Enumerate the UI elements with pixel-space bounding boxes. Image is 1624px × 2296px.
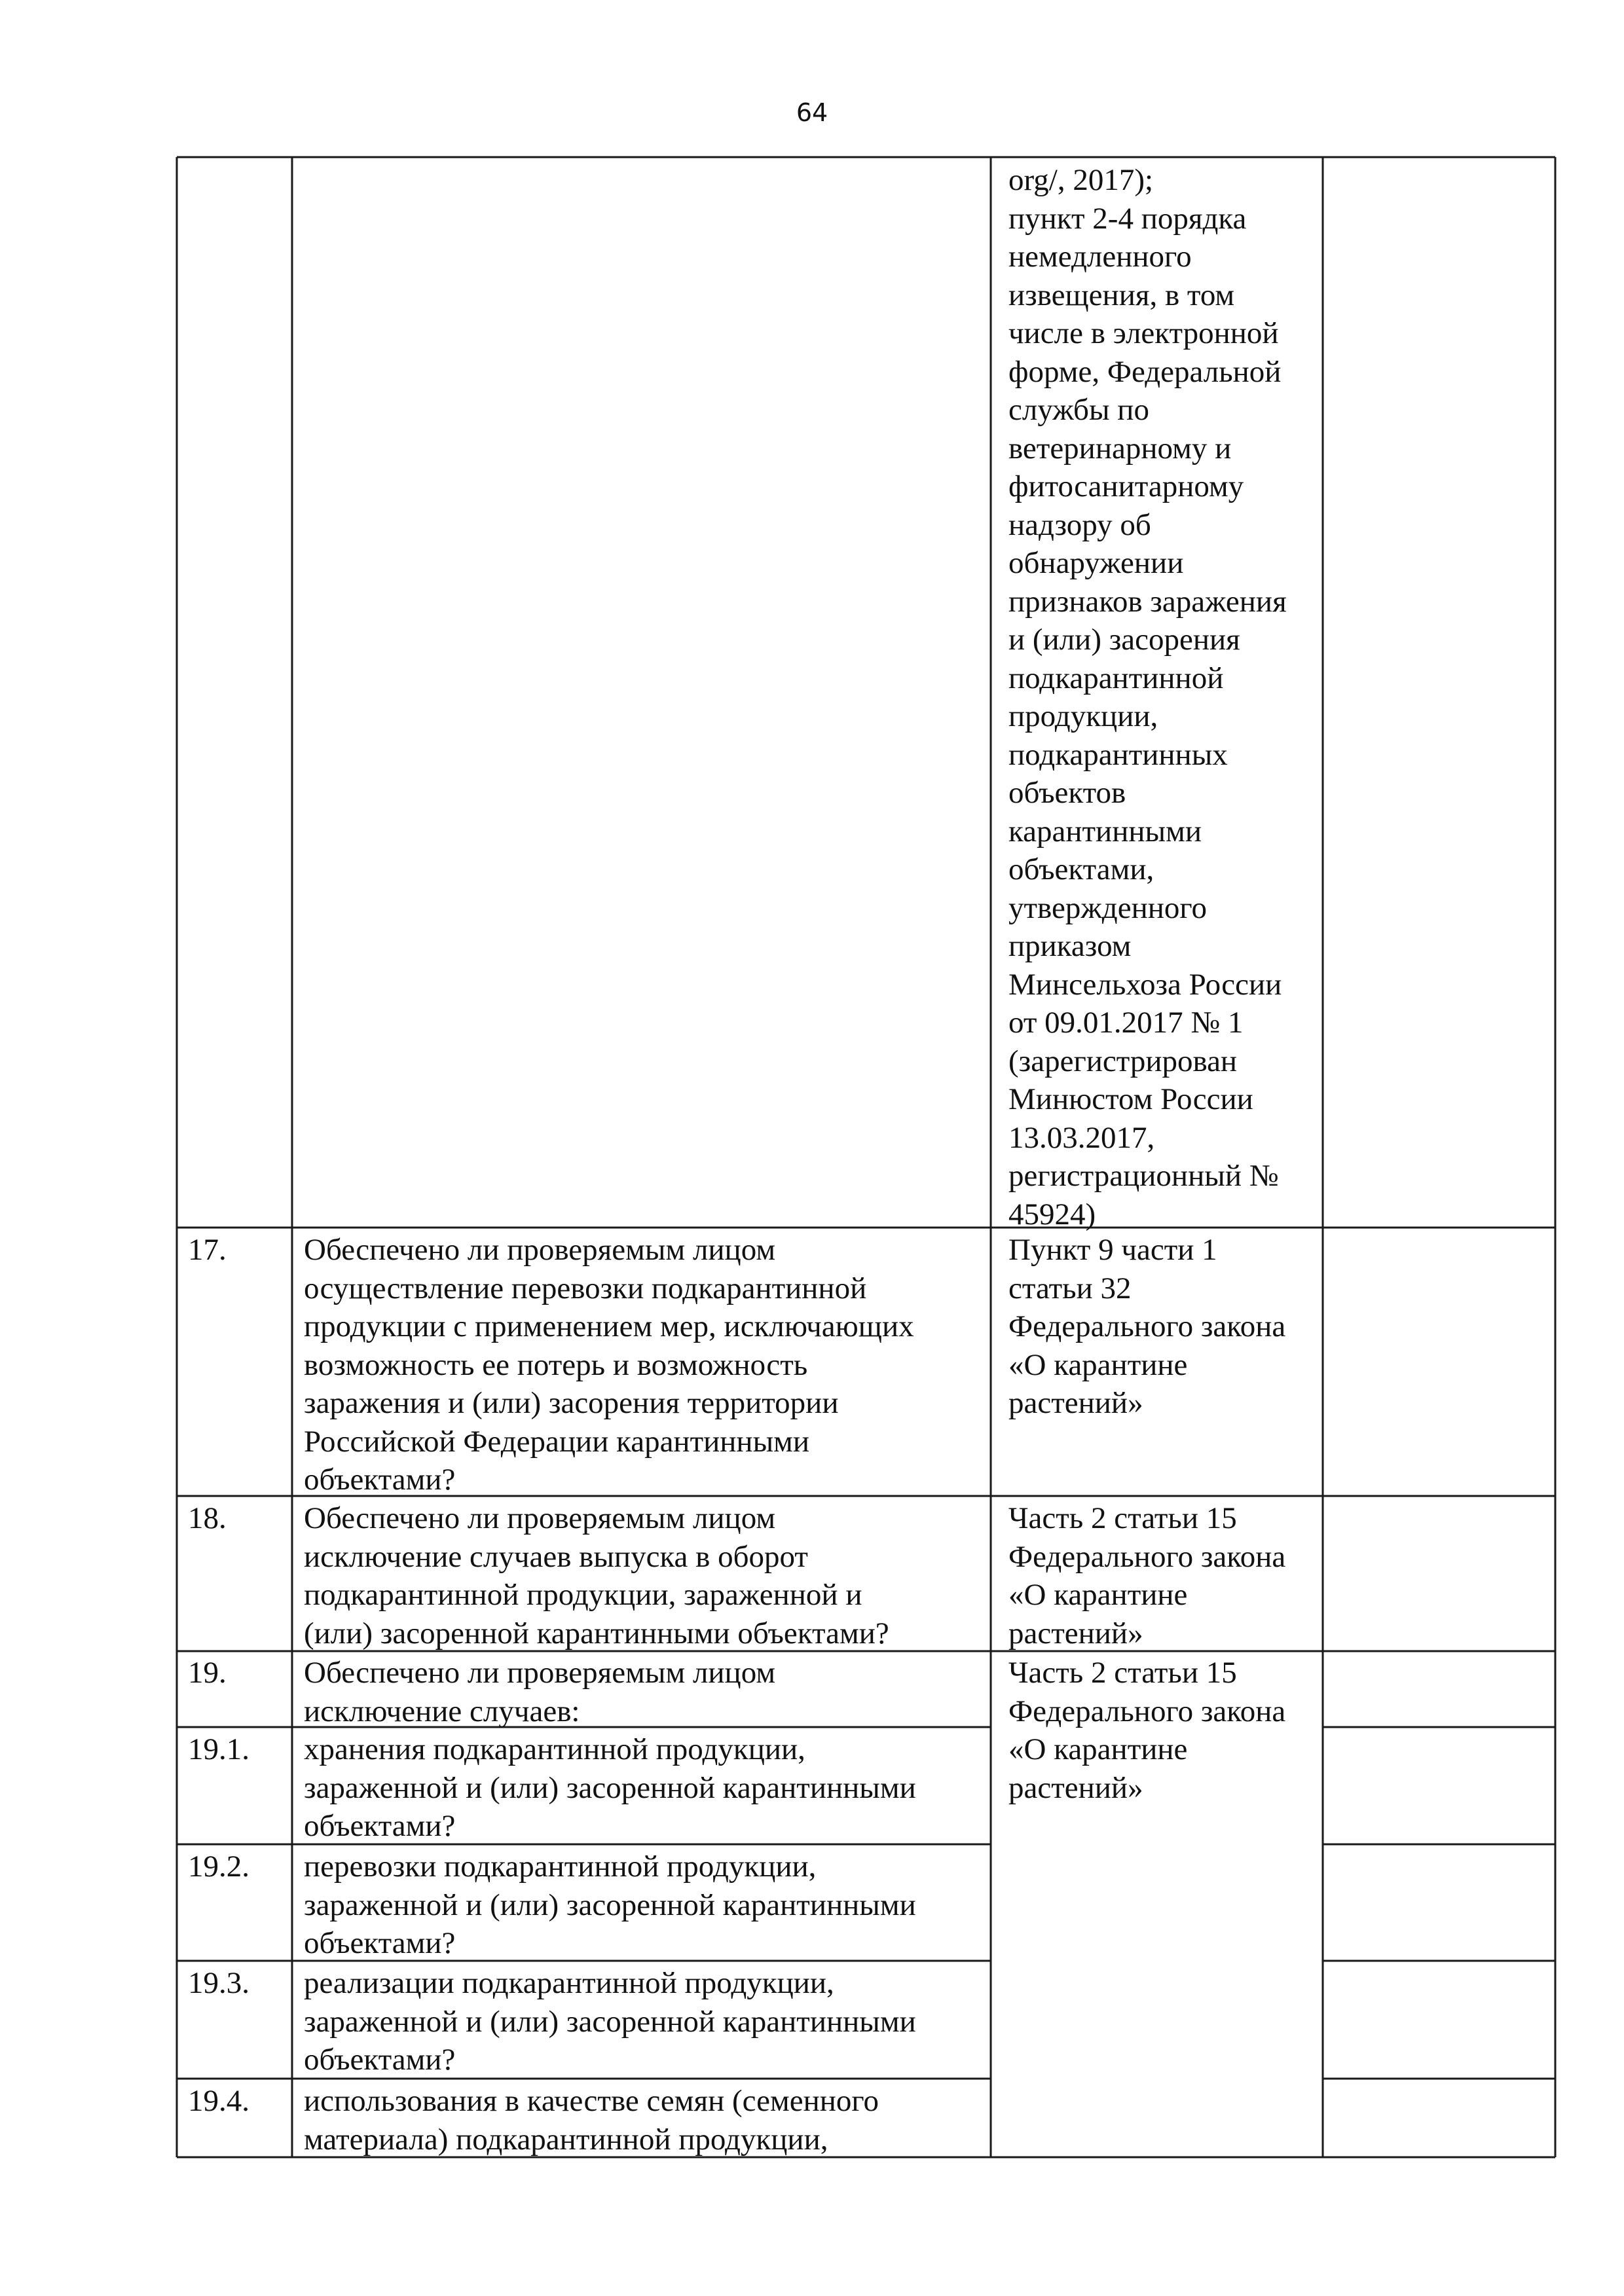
page-number: 64 [796, 98, 828, 127]
question-19-4: использования в качестве семян (семенного материала) подкарантинной продукции, [304, 2084, 879, 2157]
row-number-17: 17. [188, 1233, 227, 1267]
reference-18: Часть 2 статьи 15 Федерального закона «О карантине растений» [1008, 1501, 1286, 1650]
question-19-1: хранения подкарантинной продукции, зараженной и (или) засоренной карантинными объектами? [304, 1732, 916, 1843]
question-19-3: реализации подкарантинной продукции, зараженной и (или) засоренной карантинными объектами? [304, 1966, 916, 2077]
row-number-18: 18. [188, 1501, 227, 1535]
question-19-2: перевозки подкарантинной продукции, зараженной и (или) засоренной карантинными объектами? [304, 1850, 916, 1960]
row-number-19-4: 19.4. [188, 2084, 249, 2118]
question-19: Обеспечено ли проверяемым лицом исключение случаев: [304, 1656, 776, 1728]
row-number-19-2: 19.2. [188, 1850, 249, 1884]
continued-reference-cell: org/, 2017); пункт 2-4 порядка немедленного извещения, в том числе в электронной форме, Федеральной службы по ветеринарному и фитосанитарному надзору об обнаружении признаков заражения и (или) засорения подкарантинной продукции, подкарантинных объектов карантинными объектами, утвержденного приказом Минсельхоза России от 09.01.2017 № 1 (зарегистрирован Минюстом России 13.03.2017, регистрационный № 45924) [1008, 163, 1287, 1231]
reference-19: Часть 2 статьи 15 Федерального закона «О карантине растений» [1008, 1656, 1286, 1805]
reference-17: Пункт 9 части 1 статьи 32 Федерального закона «О карантине растений» [1008, 1233, 1286, 1420]
question-17: Обеспечено ли проверяемым лицом осуществление перевозки подкарантинной продукции с применением мер, исключающих возможность ее потерь и возможность заражения и (или) засорения территории Российской Федерации карантинными объектами? [304, 1233, 914, 1497]
row-number-19: 19. [188, 1656, 227, 1690]
question-18: Обеспечено ли проверяемым лицом исключение случаев выпуска в оборот подкарантинной продукции, зараженной и (или) засоренной карантинными объектами? [304, 1501, 889, 1650]
row-number-19-1: 19.1. [188, 1732, 249, 1766]
row-number-19-3: 19.3. [188, 1966, 249, 2000]
